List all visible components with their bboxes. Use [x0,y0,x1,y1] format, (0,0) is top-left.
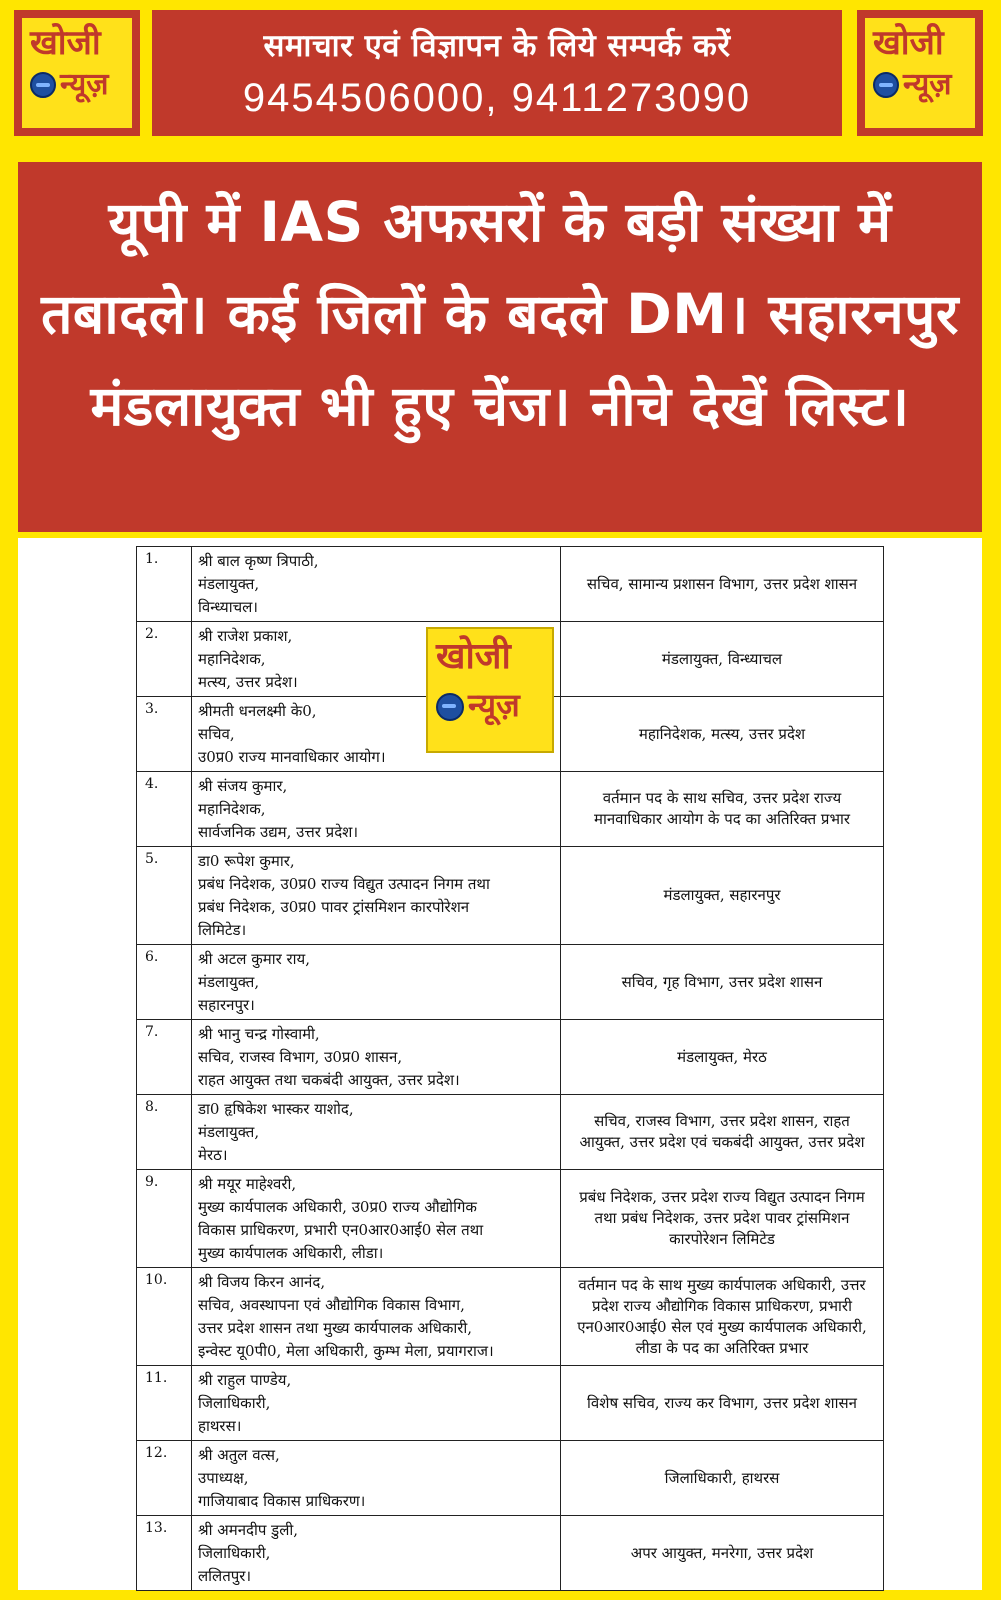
current-post-line: गाजियाबाद विकास प्राधिकरण। [198,1492,366,1510]
current-post-line: प्रबंध निदेशक, उ0प्र0 पावर ट्रांसमिशन कारपोरेशन [198,898,470,916]
new-posting: मंडलायुक्त, सहारनपुर [561,847,884,945]
new-posting: जिलाधिकारी, हाथरस [561,1441,884,1516]
serial-number: 2. [137,622,192,697]
current-post-line: श्री भानु चन्द्र गोस्वामी, [198,1025,320,1043]
current-post-line: महानिदेशक, [198,650,266,668]
current-post-line: राहत आयुक्त तथा चकबंदी आयुक्त, उत्तर प्रदेश। [198,1071,460,1089]
current-post-line: सार्वजनिक उद्यम, उत्तर प्रदेश। [198,823,359,841]
watermark-logo [426,627,554,753]
logo-text-bottom: न्यूज़ [60,67,109,102]
officer-current-post [192,847,561,945]
current-post-line: सचिव, राजस्व विभाग, उ0प्र0 शासन, [198,1048,403,1066]
officer-current-post [192,547,561,622]
table-row [137,847,884,945]
logo-text-bottom: न्यूज़ [468,686,520,724]
contact-text: समाचार एवं विज्ञापन के लिये सम्पर्क करें [263,28,731,64]
current-post-line: विन्ध्याचल। [198,598,258,616]
table-row [137,1170,884,1268]
serial-number: 7. [137,1020,192,1095]
logo-text-bottom: न्यूज़ [903,67,952,102]
logo-panel [22,18,132,128]
new-posting: सचिव, राजस्व विभाग, उत्तर प्रदेश शासन, राहत आयुक्त, उत्तर प्रदेश एवं चकबंदी आयुक्त, उत्तर प्रदेश [561,1095,884,1170]
current-post-line: श्री विजय किरन आनंद, [198,1273,326,1291]
new-posting: वर्तमान पद के साथ मुख्य कार्यपालक अधिकारी, उत्तर प्रदेश राज्य औद्योगिक विकास प्राधिकरण, प्रभारी एन0आर0आई0 सेल एवं मुख्य कार्यपालक अधिकारी, लीडा के पद का अतिरिक्त प्रभार [561,1268,884,1366]
officer-current-post [192,1170,561,1268]
current-post-line: मत्स्य, उत्तर प्रदेश। [198,673,298,691]
serial-number: 12. [137,1441,192,1516]
headline: यूपी में IAS अफसरों के बड़ी संख्या में तबादले। कई जिलों के बदले DM। सहारनपुर मंडलायुक्त भी हुए चेंज। नीचे देखें लिस्ट। [41,190,959,438]
current-post-line: हाथरस। [198,1417,242,1435]
table-row [137,1268,884,1366]
current-post-line: प्रबंध निदेशक, उ0प्र0 राज्य विद्युत उत्पादन निगम तथा [198,875,490,893]
officer-current-post [192,1441,561,1516]
serial-number: 6. [137,945,192,1020]
logo-text-top: खोजी [436,636,511,677]
contact-phone-numbers: 9454506000, 9411273090 [242,76,752,120]
current-post-line: सचिव, [198,725,235,743]
officer-current-post [192,1366,561,1441]
current-post-line: जिलाधिकारी, [198,1394,271,1412]
current-post-line: उपाध्यक्ष, [198,1469,249,1487]
current-post-line: सहारनपुर। [198,996,255,1014]
new-posting: सचिव, सामान्य प्रशासन विभाग, उत्तर प्रदेश शासन [561,547,884,622]
current-post-line: मुख्य कार्यपालक अधिकारी, लीडा। [198,1244,384,1262]
contact-banner [152,10,842,136]
table-row [137,772,884,847]
current-post-line: श्री बाल कृष्ण त्रिपाठी, [198,552,319,570]
current-post-line: इन्वेस्ट यू0पी0, मेला अधिकारी, कुम्भ मेला, प्रयागराज। [198,1342,494,1360]
table-row [137,1441,884,1516]
new-posting: अपर आयुक्त, मनरेगा, उत्तर प्रदेश [561,1516,884,1591]
current-post-line: सचिव, अवस्थापना एवं औद्योगिक विकास विभाग, [198,1296,465,1314]
new-posting: मंडलायुक्त, विन्ध्याचल [561,622,884,697]
new-posting: सचिव, गृह विभाग, उत्तर प्रदेश शासन [561,945,884,1020]
new-posting: वर्तमान पद के साथ सचिव, उत्तर प्रदेश राज्य मानवाधिकार आयोग के पद का अतिरिक्त प्रभार [561,772,884,847]
current-post-line: श्री मयूर माहेश्वरी, [198,1175,297,1193]
current-post-line: उ0प्र0 राज्य मानवाधिकार आयोग। [198,748,386,766]
table-row [137,1516,884,1591]
new-posting: विशेष सचिव, राज्य कर विभाग, उत्तर प्रदेश शासन [561,1366,884,1441]
current-post-line: लिमिटेड। [198,921,247,939]
current-post-line: विकास प्राधिकरण, प्रभारी एन0आर0आई0 सेल तथा [198,1221,484,1239]
current-post-line: मंडलायुक्त, [198,1123,260,1141]
serial-number: 13. [137,1516,192,1591]
serial-number: 9. [137,1170,192,1268]
current-post-line: डा0 रूपेश कुमार, [198,852,295,870]
globe-icon [873,72,899,98]
serial-number: 4. [137,772,192,847]
table-row [137,1366,884,1441]
officer-current-post [192,945,561,1020]
table-row [137,1095,884,1170]
current-post-line: श्री राजेश प्रकाश, [198,627,293,645]
headline-banner [18,162,982,532]
serial-number: 5. [137,847,192,945]
table-row [137,1020,884,1095]
current-post-line: श्री अटल कुमार राय, [198,950,310,968]
current-post-line: जिलाधिकारी, [198,1544,271,1562]
logo-text-top: खोजी [873,23,944,63]
brand-logo-right [857,10,983,136]
current-post-line: डा0 हृषिकेश भास्कर याशोद, [198,1100,354,1118]
current-post-line: मेरठ। [198,1146,228,1164]
current-post-line: महानिदेशक, [198,800,266,818]
brand-logo-left [14,10,140,136]
current-post-line: श्री अतुल वत्स, [198,1446,280,1464]
logo-text-top: खोजी [30,23,101,63]
serial-number: 1. [137,547,192,622]
officer-current-post [192,1095,561,1170]
new-posting: महानिदेशक, मत्स्य, उत्तर प्रदेश [561,697,884,772]
current-post-line: उत्तर प्रदेश शासन तथा मुख्य कार्यपालक अधिकारी, [198,1319,473,1337]
current-post-line: मंडलायुक्त, [198,575,260,593]
current-post-line: मुख्य कार्यपालक अधिकारी, उ0प्र0 राज्य औद्योगिक [198,1198,477,1216]
current-post-line: श्रीमती धनलक्ष्मी के0, [198,702,317,720]
globe-icon [436,693,464,721]
officer-current-post [192,1516,561,1591]
new-posting: मंडलायुक्त, मेरठ [561,1020,884,1095]
new-posting: प्रबंध निदेशक, उत्तर प्रदेश राज्य विद्युत उत्पादन निगम तथा प्रबंध निदेशक, उत्तर प्रदेश पावर ट्रांसमिशन कारपोरेशन लिमिटेड [561,1170,884,1268]
officer-current-post [192,1268,561,1366]
serial-number: 11. [137,1366,192,1441]
current-post-line: ललितपुर। [198,1567,252,1585]
serial-number: 8. [137,1095,192,1170]
current-post-line: श्री अमनदीप डुली, [198,1521,299,1539]
officer-current-post [192,1020,561,1095]
current-post-line: श्री संजय कुमार, [198,777,288,795]
table-row [137,547,884,622]
logo-panel [865,18,975,128]
serial-number: 10. [137,1268,192,1366]
officer-current-post [192,772,561,847]
globe-icon [30,72,56,98]
table-row [137,945,884,1020]
current-post-line: मंडलायुक्त, [198,973,260,991]
serial-number: 3. [137,697,192,772]
current-post-line: श्री राहुल पाण्डेय, [198,1371,292,1389]
